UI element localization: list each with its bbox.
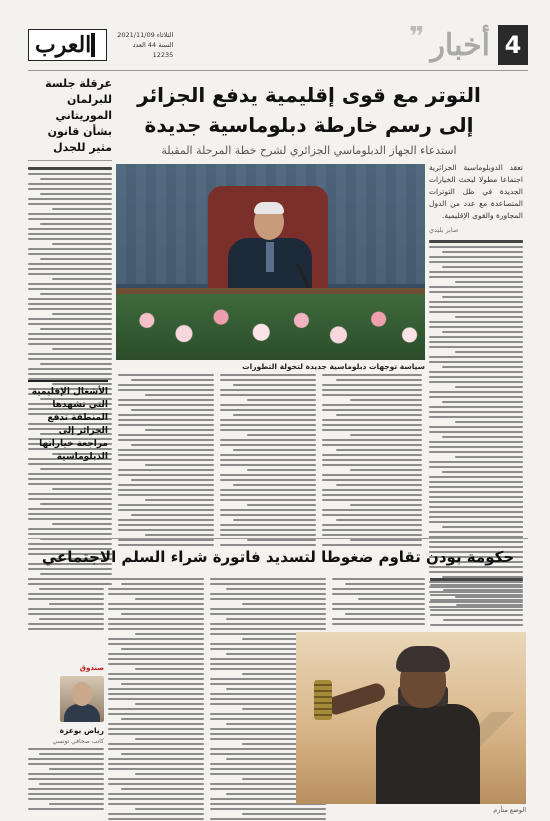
logo-text: العرب — [35, 32, 92, 58]
author-box — [28, 664, 104, 746]
issue-number: السنة 44 العدد 12235 — [132, 41, 174, 59]
photo-caption: سياسة توجهات دبلوماسية جديدة لتحولة التطورات — [242, 362, 425, 371]
story2-column-4 — [108, 578, 204, 820]
sidebar-title: عرقلة جلسة للبرلمان الموريتاني بشأن قانون مثير للجدل — [28, 76, 112, 161]
main-headline: التوتر مع قوى إقليمية يدفع الجزائر إلى رسم خارطة دبلوماسية جديدة — [137, 83, 481, 137]
author-label: صندوق — [79, 664, 104, 672]
page-number: 4 — [498, 25, 528, 65]
section-rule — [28, 538, 528, 539]
byline: صابر بليدي — [429, 226, 459, 234]
pull-quote: الأشغال الإقليمية التي تشهدها المنطقة تدفع الجزائر إلى مراجعة خياراتها الدبلوماسية — [28, 380, 108, 464]
story2-column-1 — [430, 578, 523, 626]
masthead-rule — [28, 70, 528, 71]
author-name: رياض بوعزة — [59, 726, 104, 735]
main-subhead: استدعاء الجهاز الدبلوماسي الجزائري لشرح خطة المرحلة المقبلة — [161, 144, 457, 157]
secondary-photo-caption: الوضع متأزم — [493, 806, 526, 814]
story2-column-5-continued — [28, 748, 104, 810]
body-column-2 — [322, 374, 422, 546]
author-photo — [60, 676, 104, 722]
issue-info — [113, 30, 173, 60]
second-headline: حكومة بودن تقاوم ضغوطا لتسديد فاتورة شراء السلم الاجتماعي — [41, 548, 515, 566]
main-photo — [116, 164, 425, 360]
author-role: كاتب صحافي تونسي — [52, 738, 104, 745]
sidebar-article — [28, 76, 112, 585]
body-column-3 — [220, 374, 316, 546]
section-title: أخبار — [430, 27, 490, 63]
body-column-4 — [118, 374, 214, 546]
body-column-1 — [429, 486, 523, 553]
story2-column-2 — [332, 578, 425, 625]
lead-paragraph: تعقد الدوبلوماسية الجزائرية اجتماعا مطولا لبحث الخيارات الجديدة في ظل التوترات المتصاعدة مع عدد من الدول المجاورة والقوى الإقليمية. — [429, 163, 523, 220]
masthead — [28, 22, 528, 68]
newspaper-logo — [28, 29, 107, 61]
logo-bar-icon — [91, 33, 95, 57]
quote-mark-icon: ❞ — [409, 22, 425, 52]
sidebar-body — [28, 167, 112, 585]
secondary-photo — [296, 632, 526, 804]
issue-date: الثلاثاء 2021/11/09 — [117, 31, 174, 39]
story2-column-5 — [28, 578, 104, 630]
